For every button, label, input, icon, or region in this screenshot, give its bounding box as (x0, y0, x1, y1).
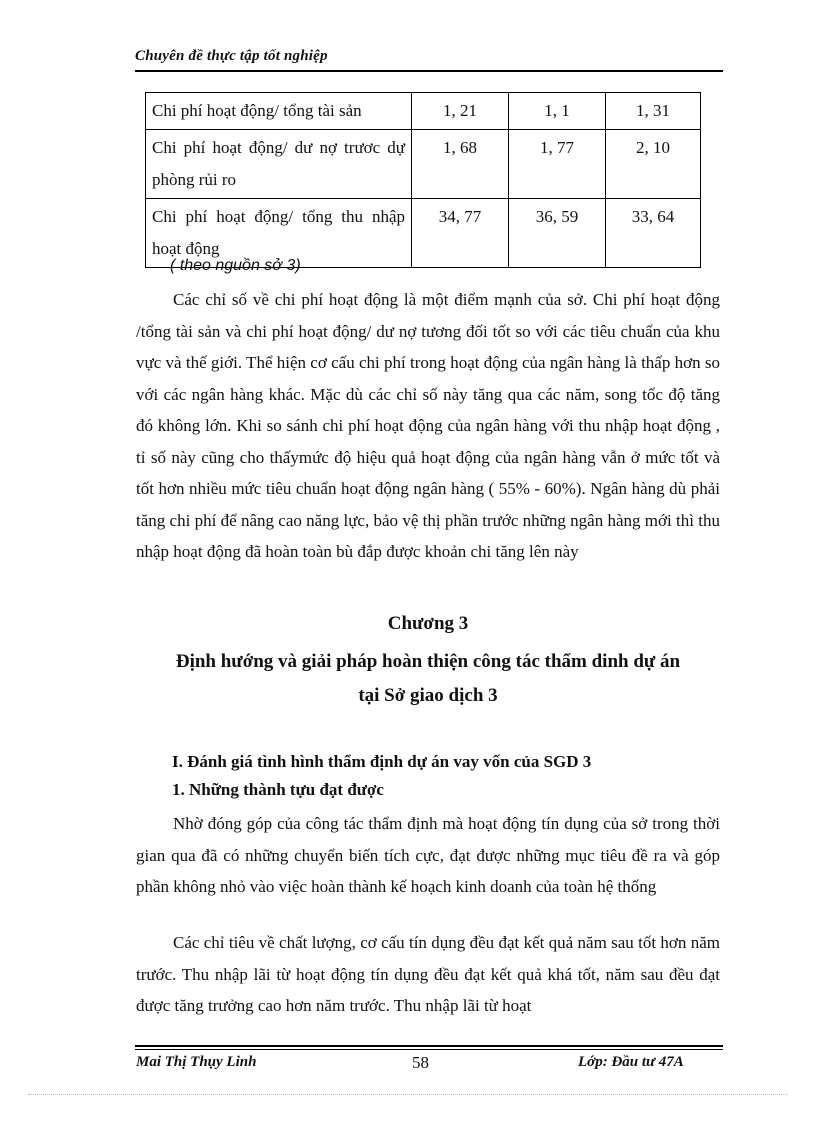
source-note: ( theo nguồn sở 3) (170, 257, 301, 274)
table-cell-label: Chi phí hoạt động/ tổng tài sản (146, 93, 412, 130)
chapter-number: Chương 3 (387, 613, 469, 634)
header-rule (135, 70, 723, 72)
table-cell-value: 1, 1 (509, 93, 606, 130)
paragraph-indicators: Các chỉ tiêu về chất lượng, cơ cấu tín dụng đều đạt kết quả năm sau tốt hơn năm trước. Thu nhập lãi từ hoạt động tín dụng đều đạt kết quả khá tốt, năm sau đều đạt được tăng trưởng cao hơn năm trước. Thu nhập lãi từ hoạt (136, 933, 720, 1015)
section-heading: I. Đánh giá tình hình thẩm định dự án vay vốn của SGD 3 (172, 752, 592, 771)
table-cell-label: Chi phí hoạt động/ dư nợ trươc dự phòng rủi ro (146, 130, 412, 199)
page-bottom-divider (28, 1094, 788, 1095)
table-cell-value: 1, 68 (412, 130, 509, 199)
table-cell-value: 33, 64 (606, 199, 701, 268)
table-cell-label: Chi phí hoạt động/ tổng thu nhập hoạt động (146, 199, 412, 268)
page-header (135, 48, 723, 65)
table-cell-value: 1, 21 (412, 93, 509, 130)
footer-rule (135, 1045, 723, 1047)
paragraph-cost-analysis: Các chỉ số về chi phí hoạt động là một điểm mạnh của sở. Chi phí hoạt động /tổng tài sản và chi phí hoạt động/ dư nợ tương đối tốt so với các tiêu chuẩn của khu vực và thế giới. Thể hiện cơ cấu chi phí trong hoạt động của ngân hàng là thấp hơn so với các ngân hàng khác. Mặc dù các chỉ số này tăng qua các năm, song tốc độ tăng đó không lớn. Khi so sánh chi phí hoạt động của ngân hàng với thu nhập hoạt động , tỉ số này cũng cho thấymức độ hiệu quả hoạt động của ngân hàng vẫn ở mức tốt và tốt hơn nhiều mức tiêu chuẩn hoạt động ngân hàng ( 55% - 60%). Ngân hàng dù phải tăng chi phí để nâng cao năng lực, bảo vệ thị phần trước những ngân hàng mới thì thu nhập hoạt động đã hoàn toàn bù đắp được khoản chi tăng lên này (136, 290, 720, 561)
cost-ratio-table (145, 92, 701, 268)
chapter-title-line: Định hướng và giải pháp hoàn thiện công tác thẩm dinh dự án (175, 651, 681, 672)
paragraph-achievements: Nhờ đóng góp của công tác thẩm định mà hoạt động tín dụng của sở trong thời gian qua đã có những chuyển biến tích cực, đạt được những mục tiêu đề ra và góp phần không nhỏ vào việc hoàn thành kế hoạch kinh doanh của toàn hệ thống (136, 814, 720, 896)
chapter-title (136, 645, 720, 713)
table-row (146, 130, 701, 199)
chapter-title-line: tại Sở giao dịch 3 (358, 685, 498, 706)
table-cell-value: 1, 31 (606, 93, 701, 130)
page-number: 58 (412, 1053, 429, 1072)
footer-rule (135, 1049, 723, 1050)
footer-class: Lớp: Đầu tư 47A (578, 1054, 684, 1070)
footer-author: Mai Thị Thụy Linh (136, 1054, 257, 1070)
header-title: Chuyên đề thực tập tốt nghiệp (135, 48, 328, 64)
table-cell-value: 1, 77 (509, 130, 606, 199)
table-cell-value: 2, 10 (606, 130, 701, 199)
table-cell-value: 34, 77 (412, 199, 509, 268)
table-row (146, 93, 701, 130)
table-cell-value: 36, 59 (509, 199, 606, 268)
subsection-heading: 1. Những thành tựu đạt được (172, 780, 384, 799)
